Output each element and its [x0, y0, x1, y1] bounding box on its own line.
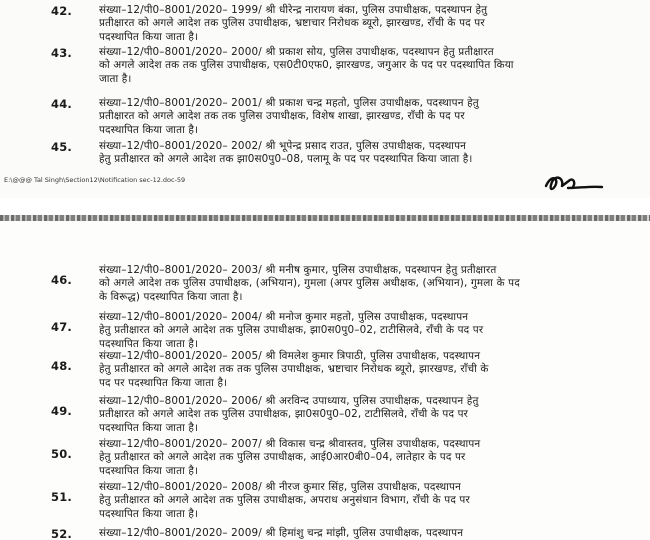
entry-line: प्रतीक्षारत को अगले आदेश तक पुलिस उपाधीक्षक, भ्रष्टाचार निरोधक ब्यूरो, झारखण्ड, राँची के पद पर	[99, 17, 485, 30]
entry-line: पदस्थापित किया जाता है।	[99, 464, 199, 477]
entry-text	[99, 4, 634, 44]
entry-text	[99, 395, 634, 435]
entry-text	[99, 140, 634, 167]
signature-mark	[540, 170, 604, 196]
entry-line: पदस्थापित किया जाता है।	[99, 421, 199, 434]
entry-text	[99, 97, 634, 137]
entry-line: हेतु प्रतीक्षारत को अगले आदेश तक झा0स0पु0–08, पलामू के पद पर पदस्थापित किया जाता है।	[99, 153, 473, 166]
entry-line: प्रतीक्षारत को अगले आदेश तक तक पुलिस उपाधीक्षक, विशेष शाखा, झारखण्ड, राँची के पद पर	[99, 110, 465, 123]
entry-line: संख्या–12/पी0–8001/2020– 2001/ श्री प्रकाश चन्द्र महतो, पुलिस उपाधीक्षक, पदस्थापन हेतु	[99, 97, 479, 109]
entry-number: 51.	[51, 490, 72, 504]
entry-line: संख्या–12/पी0–8001/2020– 2004/ श्री मनोज कुमार महतो, पुलिस उपाधीक्षक, पदस्थापन	[99, 311, 469, 323]
entry-text	[99, 481, 634, 521]
file-path-footer: E:\@@@ Tal Singh\Section12\Notification sec-12.doc-59	[4, 176, 186, 184]
entry-text	[99, 527, 634, 540]
document-page-2	[0, 215, 650, 540]
entry-text	[99, 264, 634, 304]
entry-text	[99, 46, 634, 86]
entry-line: संख्या–12/पी0–8001/2020– 2008/ श्री नीरज कुमार सिंह, पुलिस उपाधीक्षक, पदस्थापन	[99, 481, 461, 493]
entry-line: जाता है।	[99, 72, 132, 85]
entry-line: हेतु प्रतीक्षारत को अगले आदेश तक तक पुलिस उपाधीक्षक, भ्रष्टाचार निरोधक ब्यूरो, झारखण्ड, राँची के	[99, 363, 489, 376]
entry-line: संख्या–12/पी0–8001/2020– 2007/ श्री विकास चन्द्र श्रीवास्तव, पुलिस उपाधीक्षक, पदस्थापन	[99, 438, 481, 450]
entry-line: को अगले आदेश तक तक पुलिस उपाधीक्षक, एस0टी0एफ0, झारखण्ड, जगुआर के पद पर पदस्थापित किया	[99, 59, 514, 72]
entry-line: के विरूद्ध) पदस्थापित किया जाता है।	[99, 290, 243, 303]
entry-number: 49.	[51, 404, 72, 418]
entry-line: संख्या–12/पी0–8001/2020– 2005/ श्री विमलेश कुमार त्रिपाठी, पुलिस उपाधीक्षक, पदस्थापन	[99, 350, 481, 362]
entry-number: 43.	[51, 46, 72, 60]
scan-edge	[0, 215, 650, 221]
entry-line: पदस्थापित किया जाता है।	[99, 507, 199, 520]
entry-number: 48.	[51, 359, 72, 373]
entry-line: संख्या–12/पी0–8001/2020– 2003/ श्री मनीष कुमार, पुलिस उपाधीक्षक, पदस्थापन हेतु प्रतीक्षारत	[99, 264, 497, 276]
entry-line: पद पर पदस्थापित किया जाता है।	[99, 376, 228, 389]
entry-line: संख्या–12/पी0–8001/2020– 2000/ श्री प्रकाश सोय, पुलिस उपाधीक्षक, पदस्थापन हेतु प्रतीक्षारत	[99, 46, 494, 58]
document-page-1	[0, 0, 650, 198]
entry-line: संख्या–12/पी0–8001/2020– 2006/ श्री अरविन्द उपाध्याय, पुलिस उपाधीक्षक, पदस्थापन हेतु	[99, 395, 479, 407]
entry-number: 42.	[51, 4, 72, 18]
entry-line: हेतु प्रतीक्षारत को अगले आदेश तक पुलिस उपाधीक्षक, अपराध अनुसंधान विभाग, राँची के पद पर	[99, 494, 470, 507]
entry-line: प्रतीक्षारत को अगले आदेश तक पुलिस उपाधीक्षक, झा0स0पु0–02, टाटीसिलवे, राँची के पद पर	[99, 408, 469, 421]
entry-line: हेतु प्रतीक्षारत को अगले आदेश तक पुलिस उपाधीक्षक, आई0आर0बी0–04, लातेहार के पद पर	[99, 451, 466, 464]
entry-line: को अगले आदेश तक पुलिस उपाधीक्षक, (अभियान), गुमला (अपर पुलिस अधीक्षक, (अभियान), गुमला के पद	[99, 277, 520, 290]
entry-line: संख्या–12/पी0–8001/2020– 1999/ श्री धीरेन्द्र नारायण बंका, पुलिस उपाधीक्षक, पदस्थापन हेतु	[99, 4, 488, 16]
entry-line: पदस्थापित किया जाता है।	[99, 30, 199, 43]
entry-line: पदस्थापित किया जाता है।	[99, 123, 199, 136]
entry-number: 44.	[51, 97, 72, 111]
entry-line: पदस्थापित किया जाता है।	[99, 337, 199, 350]
entry-text	[99, 438, 634, 478]
entry-number: 47.	[51, 320, 72, 334]
entry-number: 45.	[51, 140, 72, 154]
entry-line: संख्या–12/पी0–8001/2020– 2009/ श्री हिमांशु चन्द्र मांझी, पुलिस उपाधीक्षक, पदस्थापन	[99, 527, 464, 539]
entry-line: संख्या–12/पी0–8001/2020– 2002/ श्री भूपेन्द्र प्रसाद राउत, पुलिस उपाधीक्षक, पदस्थापन	[99, 140, 467, 152]
page-gap	[0, 198, 650, 215]
entry-text	[99, 350, 634, 390]
entry-number: 50.	[51, 447, 72, 461]
entry-line: हेतु प्रतीक्षारत को अगले आदेश तक पुलिस उपाधीक्षक, झा0स0पु0–02, टाटीसिलवे, राँची के पद पर	[99, 324, 484, 337]
entry-text	[99, 311, 634, 351]
entry-number: 52.	[51, 527, 72, 540]
entry-number: 46.	[51, 273, 72, 287]
